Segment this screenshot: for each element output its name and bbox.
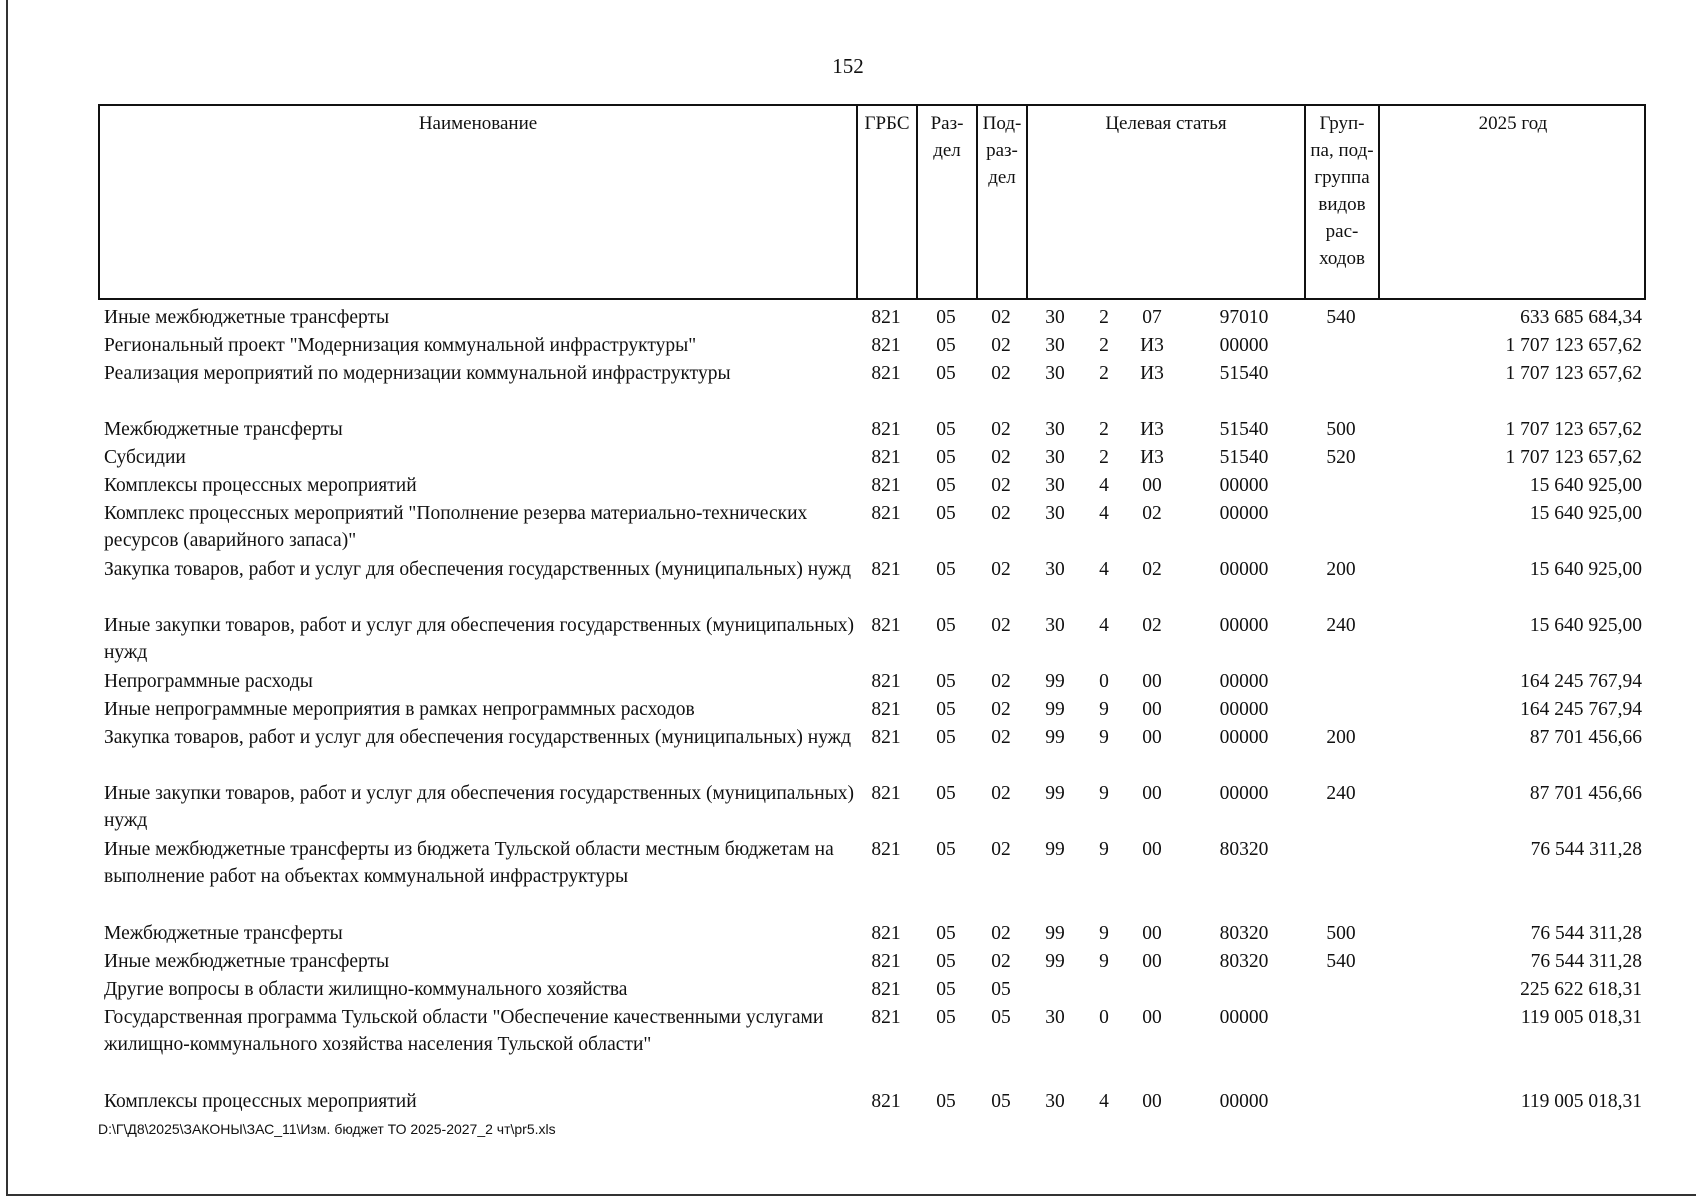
- header-razdel-line: Раз-: [930, 113, 964, 134]
- header-group-line: ходов: [1319, 248, 1365, 269]
- row-vr: 200: [1326, 559, 1356, 580]
- row-vr: 520: [1326, 447, 1356, 468]
- row-cs4: 00000: [1219, 727, 1269, 748]
- row-amount: 119 005 018,31: [1520, 1007, 1642, 1028]
- row-grbs: 821: [871, 503, 901, 524]
- row-cs1: 99: [1045, 783, 1065, 804]
- row-rz: 05: [936, 559, 956, 580]
- row-pr: 02: [991, 671, 1011, 692]
- row-cs1: 30: [1045, 503, 1065, 524]
- row-amount: 76 544 311,28: [1530, 923, 1642, 944]
- row-rz: 05: [936, 307, 956, 328]
- row-cs3: 00: [1142, 671, 1162, 692]
- row-cs4: 80320: [1219, 951, 1269, 972]
- row-cs2: 4: [1099, 503, 1109, 524]
- row-rz: 05: [936, 363, 956, 384]
- row-cs2: 4: [1099, 475, 1109, 496]
- row-grbs: 821: [871, 475, 901, 496]
- row-cs4: 80320: [1219, 923, 1269, 944]
- header-podrazdel: [978, 106, 1028, 298]
- row-cs1: 30: [1045, 615, 1065, 636]
- header-year-label: 2025 год: [1478, 113, 1548, 134]
- row-pr: 02: [991, 503, 1011, 524]
- row-cs2: 2: [1099, 363, 1109, 384]
- row-cs2: 9: [1099, 783, 1109, 804]
- header-year: [1380, 106, 1646, 298]
- row-cs3: 00: [1142, 475, 1162, 496]
- header-group-line: рас-: [1325, 221, 1359, 242]
- header-name: [100, 106, 858, 298]
- row-name: Межбюджетные трансферты: [104, 923, 343, 944]
- row-rz: 05: [936, 615, 956, 636]
- row-cs3: 00: [1142, 951, 1162, 972]
- row-grbs: 821: [871, 335, 901, 356]
- row-cs2: 0: [1099, 671, 1109, 692]
- header-target: [1028, 106, 1306, 298]
- row-cs3: 00: [1142, 699, 1162, 720]
- row-cs3: 02: [1142, 559, 1162, 580]
- header-podrazdel-line: дел: [988, 167, 1016, 188]
- row-pr: 02: [991, 783, 1011, 804]
- row-cs1: 30: [1045, 307, 1065, 328]
- row-amount: 1 707 123 657,62: [1505, 335, 1642, 356]
- row-cs3: 00: [1142, 1007, 1162, 1028]
- page-frame-left: [6, 0, 8, 1196]
- row-pr: 02: [991, 951, 1011, 972]
- row-cs4: 00000: [1219, 475, 1269, 496]
- row-cs1: 30: [1045, 559, 1065, 580]
- row-cs4: 00000: [1219, 1091, 1269, 1112]
- table-header: [98, 104, 1646, 300]
- row-cs1: 99: [1045, 923, 1065, 944]
- row-amount: 76 544 311,28: [1530, 839, 1642, 860]
- row-cs4: 00000: [1219, 671, 1269, 692]
- row-rz: 05: [936, 475, 956, 496]
- row-grbs: 821: [871, 363, 901, 384]
- row-name: Комплексы процессных мероприятий: [104, 475, 417, 496]
- row-rz: 05: [936, 979, 956, 1000]
- row-name: Закупка товаров, работ и услуг для обеспечения государственных (муниципальных) нужд: [104, 559, 852, 580]
- row-cs4: 51540: [1219, 419, 1269, 440]
- row-amount: 633 685 684,34: [1520, 307, 1642, 328]
- row-cs3: 02: [1142, 503, 1162, 524]
- row-name: Другие вопросы в области жилищно-коммунального хозяйства: [104, 979, 628, 1000]
- row-cs2: 9: [1099, 951, 1109, 972]
- file-path-footer: D:\Г\Д8\2025\ЗАКОНЫ\ЗАС_11\Изм. бюджет ТО 2025-2027_2 чт\pr5.xls: [98, 1121, 556, 1137]
- row-vr: 240: [1326, 615, 1356, 636]
- row-cs3: 00: [1142, 727, 1162, 748]
- row-cs3: 00: [1142, 839, 1162, 860]
- row-amount: 164 245 767,94: [1520, 699, 1642, 720]
- row-grbs: 821: [871, 839, 901, 860]
- row-cs3: 00: [1142, 1091, 1162, 1112]
- row-cs1: 30: [1045, 419, 1065, 440]
- row-cs2: 4: [1099, 1091, 1109, 1112]
- header-razdel: [918, 106, 978, 298]
- row-amount: 1 707 123 657,62: [1505, 447, 1642, 468]
- row-amount: 87 701 456,66: [1529, 727, 1642, 748]
- row-cs4: 97010: [1219, 307, 1269, 328]
- row-rz: 05: [936, 419, 956, 440]
- row-amount: 164 245 767,94: [1520, 671, 1642, 692]
- row-cs1: 99: [1045, 951, 1065, 972]
- row-amount: 225 622 618,31: [1520, 979, 1642, 1000]
- row-cs2: 2: [1099, 307, 1109, 328]
- row-amount: 119 005 018,31: [1520, 1091, 1642, 1112]
- row-grbs: 821: [871, 1091, 901, 1112]
- row-cs1: 30: [1045, 363, 1065, 384]
- row-grbs: 821: [871, 699, 901, 720]
- row-name: Иные закупки товаров, работ и услуг для обеспечения государственных (муниципальных) нужд: [104, 783, 855, 831]
- row-rz: 05: [936, 727, 956, 748]
- row-name: Иные межбюджетные трансферты: [104, 307, 390, 328]
- row-amount: 1 707 123 657,62: [1505, 419, 1642, 440]
- row-rz: 05: [936, 503, 956, 524]
- row-cs1: 99: [1045, 699, 1065, 720]
- row-grbs: 821: [871, 307, 901, 328]
- row-cs4: 00000: [1219, 699, 1269, 720]
- row-vr: 200: [1326, 727, 1356, 748]
- row-amount: 76 544 311,28: [1530, 951, 1642, 972]
- row-vr: 500: [1326, 419, 1356, 440]
- row-pr: 05: [991, 1091, 1011, 1112]
- row-pr: 02: [991, 559, 1011, 580]
- row-cs2: 9: [1099, 923, 1109, 944]
- row-cs4: 00000: [1219, 783, 1269, 804]
- row-grbs: 821: [871, 783, 901, 804]
- page-number: 152: [832, 54, 864, 78]
- row-grbs: 821: [871, 615, 901, 636]
- row-cs3: 00: [1142, 783, 1162, 804]
- row-cs3: И3: [1140, 419, 1164, 440]
- row-grbs: 821: [871, 671, 901, 692]
- row-rz: 05: [936, 671, 956, 692]
- header-group-line: Груп-: [1319, 113, 1365, 134]
- row-grbs: 821: [871, 727, 901, 748]
- row-cs2: 2: [1099, 335, 1109, 356]
- row-grbs: 821: [871, 923, 901, 944]
- row-rz: 05: [936, 1007, 956, 1028]
- row-rz: 05: [936, 783, 956, 804]
- row-pr: 02: [991, 839, 1011, 860]
- row-cs4: 80320: [1219, 839, 1269, 860]
- row-cs1: 30: [1045, 1007, 1065, 1028]
- header-razdel-line: дел: [933, 140, 961, 161]
- page-frame-bottom: [6, 1194, 1696, 1196]
- row-cs3: И3: [1140, 447, 1164, 468]
- row-grbs: 821: [871, 419, 901, 440]
- row-pr: 05: [991, 1007, 1011, 1028]
- row-pr: 02: [991, 307, 1011, 328]
- row-grbs: 821: [871, 951, 901, 972]
- row-cs2: 9: [1099, 699, 1109, 720]
- row-cs4: 51540: [1219, 363, 1269, 384]
- row-cs2: 4: [1099, 615, 1109, 636]
- header-podrazdel-line: Под-: [982, 113, 1022, 134]
- row-rz: 05: [936, 335, 956, 356]
- header-group-line: па, под-: [1310, 140, 1374, 161]
- row-rz: 05: [936, 923, 956, 944]
- row-pr: 02: [991, 335, 1011, 356]
- row-vr: 540: [1326, 951, 1356, 972]
- row-pr: 02: [991, 447, 1011, 468]
- row-name: Иные закупки товаров, работ и услуг для обеспечения государственных (муниципальных) нужд: [104, 615, 855, 663]
- row-name: Иные непрограммные мероприятия в рамках непрограммных расходов: [104, 699, 695, 720]
- row-cs3: 02: [1142, 615, 1162, 636]
- row-amount: 15 640 925,00: [1529, 559, 1642, 580]
- row-name: Межбюджетные трансферты: [104, 419, 343, 440]
- row-name: Иные межбюджетные трансферты: [104, 951, 390, 972]
- row-amount: 87 701 456,66: [1529, 783, 1642, 804]
- row-name: Непрограммные расходы: [104, 671, 313, 692]
- row-cs2: 2: [1099, 447, 1109, 468]
- row-name: Комплексы процессных мероприятий: [104, 1091, 417, 1112]
- row-amount: 1 707 123 657,62: [1505, 363, 1642, 384]
- row-cs1: 99: [1045, 839, 1065, 860]
- row-vr: 240: [1326, 783, 1356, 804]
- row-cs2: 2: [1099, 419, 1109, 440]
- header-group-line: группа: [1314, 167, 1370, 188]
- row-cs1: 30: [1045, 475, 1065, 496]
- row-pr: 02: [991, 727, 1011, 748]
- row-pr: 02: [991, 419, 1011, 440]
- row-amount: 15 640 925,00: [1529, 615, 1642, 636]
- row-pr: 02: [991, 363, 1011, 384]
- row-amount: 15 640 925,00: [1529, 475, 1642, 496]
- row-rz: 05: [936, 699, 956, 720]
- row-cs2: 4: [1099, 559, 1109, 580]
- row-grbs: 821: [871, 979, 901, 1000]
- row-pr: 02: [991, 923, 1011, 944]
- row-grbs: 821: [871, 559, 901, 580]
- header-group: [1306, 106, 1380, 298]
- row-cs4: 00000: [1219, 559, 1269, 580]
- row-name: Закупка товаров, работ и услуг для обеспечения государственных (муниципальных) нужд: [104, 727, 852, 748]
- row-cs3: И3: [1140, 363, 1164, 384]
- row-cs4: 00000: [1219, 503, 1269, 524]
- row-pr: 05: [991, 979, 1011, 1000]
- row-pr: 02: [991, 615, 1011, 636]
- row-rz: 05: [936, 447, 956, 468]
- header-target-label: Целевая статья: [1105, 113, 1227, 134]
- header-grbs: [858, 106, 918, 298]
- header-grbs-label: ГРБС: [864, 113, 910, 134]
- row-cs1: 30: [1045, 1091, 1065, 1112]
- row-cs2: 0: [1099, 1007, 1109, 1028]
- header-group-line: видов: [1318, 194, 1366, 215]
- row-name: Комплекс процессных мероприятий "Пополнение резерва материально-технических ресурсов (аварийного запаса)": [104, 503, 808, 551]
- row-vr: 500: [1326, 923, 1356, 944]
- row-cs3: И3: [1140, 335, 1164, 356]
- row-name: Субсидии: [104, 447, 186, 468]
- row-rz: 05: [936, 1091, 956, 1112]
- row-cs4: 00000: [1219, 335, 1269, 356]
- row-cs4: 00000: [1219, 615, 1269, 636]
- row-vr: 540: [1326, 307, 1356, 328]
- header-podrazdel-line: раз-: [986, 140, 1018, 161]
- row-name: Реализация мероприятий по модернизации коммунальной инфраструктуры: [104, 363, 731, 384]
- row-cs2: 9: [1099, 727, 1109, 748]
- row-cs4: 00000: [1219, 1007, 1269, 1028]
- row-cs3: 00: [1142, 923, 1162, 944]
- row-amount: 15 640 925,00: [1529, 503, 1642, 524]
- row-grbs: 821: [871, 1007, 901, 1028]
- row-name: Иные межбюджетные трансферты из бюджета Тульской области местным бюджетам на выполнение работ на объектах коммунальной инфраструктуры: [104, 839, 834, 887]
- row-cs1: 99: [1045, 727, 1065, 748]
- row-rz: 05: [936, 839, 956, 860]
- row-cs2: 9: [1099, 839, 1109, 860]
- row-cs3: 07: [1142, 307, 1162, 328]
- row-name: Региональный проект "Модернизация коммунальной инфраструктуры": [104, 335, 697, 356]
- row-rz: 05: [936, 951, 956, 972]
- row-pr: 02: [991, 475, 1011, 496]
- row-cs4: 51540: [1219, 447, 1269, 468]
- row-cs1: 99: [1045, 671, 1065, 692]
- header-name-label: Наименование: [418, 113, 538, 134]
- row-grbs: 821: [871, 447, 901, 468]
- row-cs1: 30: [1045, 335, 1065, 356]
- row-cs1: 30: [1045, 447, 1065, 468]
- row-pr: 02: [991, 699, 1011, 720]
- row-name: Государственная программа Тульской области "Обеспечение качественными услугами жилищно-коммунального хозяйства населения Тульской области": [104, 1007, 824, 1055]
